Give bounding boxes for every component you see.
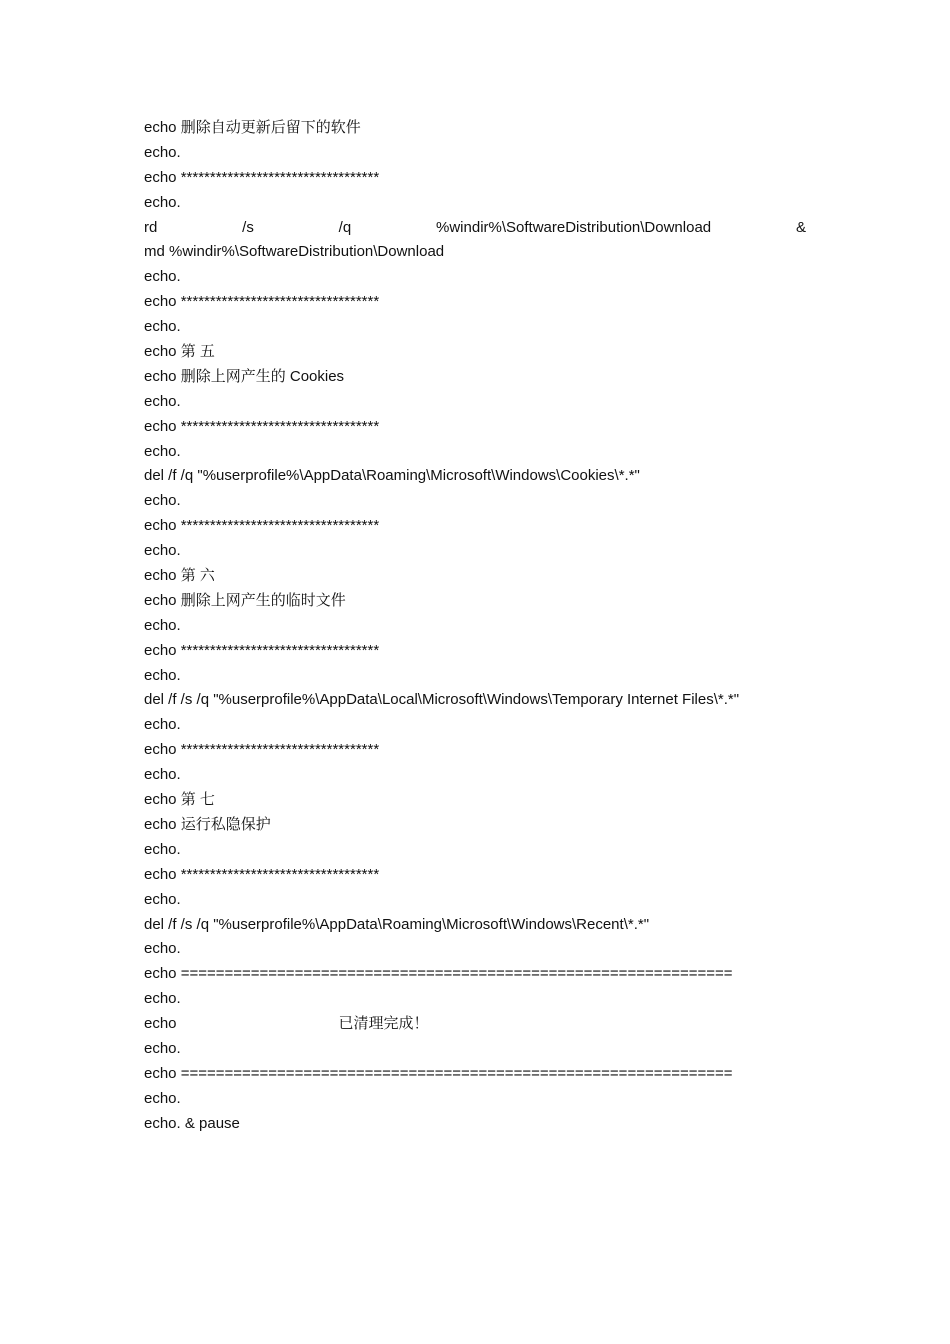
- script-line: echo.: [144, 442, 181, 460]
- script-line: echo **********************************: [144, 293, 380, 311]
- rd-part: /q: [338, 218, 352, 236]
- script-line: echo 第 五: [144, 343, 215, 361]
- script-line: echo **********************************: [144, 517, 380, 535]
- script-line: echo. & pause: [144, 1114, 240, 1132]
- script-line: echo 删除自动更新后留下的软件: [144, 119, 361, 136]
- script-line-rd-command: [144, 216, 806, 241]
- script-line: md %windir%\SoftwareDistribution\Download: [144, 243, 445, 261]
- script-line: echo ===============================================================: [144, 1064, 733, 1082]
- script-line: echo.: [144, 143, 181, 161]
- script-line: del /f /s /q "%userprofile%\AppData\Local\Microsoft\Windows\Temporary Internet Files\*.*": [144, 691, 740, 709]
- script-line: echo.: [144, 193, 181, 211]
- done-echo: echo: [144, 1015, 177, 1033]
- script-line: echo 删除上网产生的临时文件: [144, 591, 346, 609]
- script-line: echo.: [144, 616, 181, 634]
- script-line: echo 第 六: [144, 567, 215, 585]
- batch-script-document: [144, 116, 808, 1137]
- script-line: del /f /q "%userprofile%\AppData\Roaming\Microsoft\Windows\Cookies\*.*": [144, 467, 640, 485]
- script-line: echo **********************************: [144, 741, 380, 759]
- rd-part: rd: [144, 218, 158, 236]
- script-line: echo.: [144, 990, 181, 1008]
- script-line: echo.: [144, 716, 181, 734]
- script-line: echo.: [144, 268, 181, 286]
- script-line: echo **********************************: [144, 168, 380, 186]
- done-text: 已清理完成！: [338, 1015, 429, 1033]
- script-line: echo.: [144, 666, 181, 684]
- script-line: echo.: [144, 542, 181, 560]
- rd-part: &: [795, 218, 806, 236]
- script-line: echo.: [144, 1039, 181, 1057]
- script-line: echo.: [144, 840, 181, 858]
- script-line: echo **********************************: [144, 417, 380, 435]
- script-line: echo.: [144, 392, 181, 410]
- script-line: echo.: [144, 1089, 181, 1107]
- script-line: echo ===============================================================: [144, 965, 733, 983]
- rd-part: %windir%\SoftwareDistribution\Download: [436, 218, 712, 236]
- script-line: echo 删除上网产生的 Cookies: [144, 367, 345, 385]
- script-line: echo.: [144, 492, 181, 510]
- rd-part: /s: [242, 218, 254, 236]
- script-line: echo.: [144, 940, 181, 958]
- script-line: echo **********************************: [144, 865, 380, 883]
- script-line: echo **********************************: [144, 641, 380, 659]
- script-line: echo.: [144, 766, 181, 784]
- script-line: echo 运行私隐保护: [144, 815, 271, 833]
- script-line: echo.: [144, 318, 181, 336]
- script-line: echo 第 七: [144, 791, 215, 809]
- script-line-done-message: [144, 1012, 808, 1037]
- script-line: echo.: [144, 890, 181, 908]
- script-line: del /f /s /q "%userprofile%\AppData\Roaming\Microsoft\Windows\Recent\*.*": [144, 915, 650, 933]
